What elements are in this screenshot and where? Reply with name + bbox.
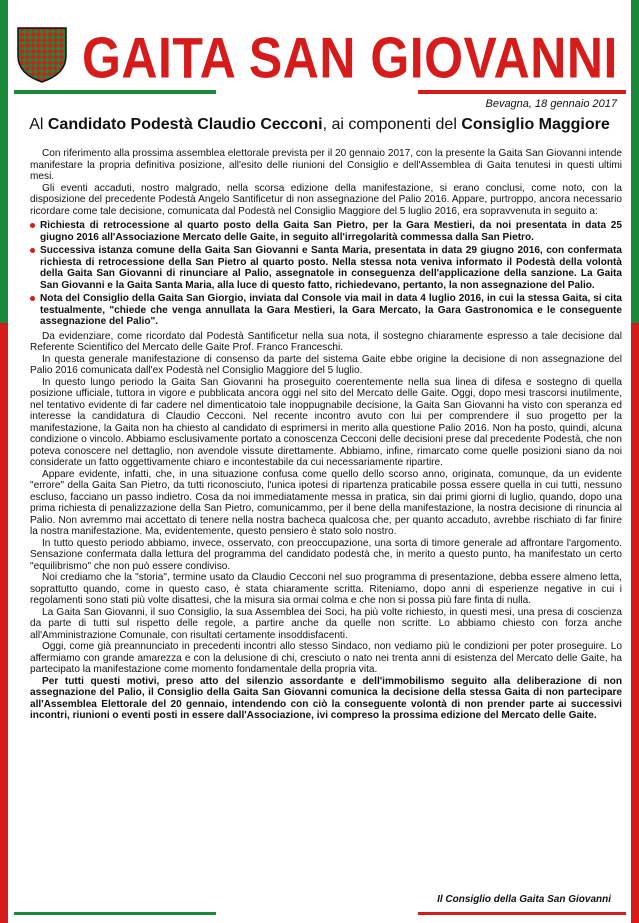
- addressee-middle: , ai componenti del: [322, 116, 462, 133]
- list-item: Successiva istanza comune della Gaita San Giovanni e Santa Maria, presentata in data 29 giugno 2016, con confermata richiesta di retrocessione della San Pietro al quarto posto. Nella stessa nota veniva informato il Podestà della volontà della Gaita San Giovanni di rinunciare al Palio, assegnatole in conseguenza dell'applicazione della sanzione. La Gaita San Giovanni e la Gaita Santa Maria, alla luce di questo fatto, richiedevano, pertanto, la non assegnazione del Palio.: [30, 245, 622, 291]
- header: [14, 22, 626, 92]
- request-list: [30, 220, 622, 328]
- left-border: [0, 0, 8, 923]
- signature: Il Consiglio della Gaita San Giovanni: [437, 894, 611, 905]
- letter-body: [30, 148, 622, 722]
- paragraph: Noi crediamo che la "storia", termine usato da Claudio Cecconi nel suo programma di presentazione, debba essere almeno letta, soprattutto quando, come in questo caso, è stata chiaramente scritta. Riteniamo, dopo anni di esperienze negative in cui i regolamenti sono stati più volte disattesi, che la misura sia ormai colma e che non si possa più fare finta di nulla.: [30, 572, 622, 606]
- list-item: Nota del Consiglio della Gaita San Giorgio, inviata dal Console via mail in data 4 luglio 2016, in cui la stessa Gaita, si cita testualmente, "chiede che venga annullata la Gara Mestieri, la Gara Mercato, la Gara Gastronomica e le conseguente assegnazione del Palio".: [30, 293, 622, 328]
- letter-date: Bevagna, 18 gennaio 2017: [485, 98, 617, 110]
- paragraph: La Gaita San Giovanni, il suo Consiglio, la sua Assemblea dei Soci, ha più volte richiesto, in questi mesi, una presa di coscienza da parte di tutti sul rispetto delle regole, a partire anche da quelle non scritte. Lo abbiamo chiesto con forza anche all'Amministrazione Comunale, con risultati certamente insoddisfacenti.: [30, 606, 622, 641]
- paragraph: In questa generale manifestazione di consenso da parte del sistema Gaite ebbe origine la decisione di non assegnazione del Palio 2016 comunicata dall'ex Podestà nel Consiglio Maggiore del 5 luglio.: [30, 353, 622, 376]
- addressee-council: Consiglio Maggiore: [461, 116, 610, 133]
- paragraph: In questo lungo periodo la Gaita San Giovanni ha proseguito coerentemente nella sua linea di difesa e sostegno di quella posizione ufficiale, tuttora in vigore e pubblicata ancora oggi nel sito del Mercato delle Gaite. Oggi, dopo mesi trascorsi inutilmente, nel tentativo evidente di far cadere nel dimenticatoio tale inoppugnabile decisione, la Gaita San Giovanni ha visto con speranza ed interesse la candidatura di Claudio Cecconi. Nel recente incontro avuto con lui per comprendere il suo progetto per la manifestazione, la Gaita non ha chiesto al candidato di esprimersi in merito alla questione Palio 2016. Non ha posto, quindi, alcuna condizione o vincolo. Abbiamo esclusivamente portato a conoscenza Cecconi delle decisioni prese dal precedente Podestà, che non poteva conoscere nel dettaglio, non avendole vissute direttamente. Abbiamo, infine, rimarcato come quelle posizioni siano da noi considerate un fatto oggettivamente chiaro e incontestabile da cui necessariamente ripartire.: [30, 376, 622, 468]
- addressee-candidate: Candidato Podestà Claudio Cecconi: [47, 116, 323, 133]
- addressee-prefix: Al: [29, 116, 48, 133]
- letter-addressee: [0, 115, 639, 135]
- page-title: GAITA SAN GIOVANNI: [82, 25, 618, 91]
- paragraph: Gli eventi accaduti, nostro malgrado, nella scorsa edizione della manifestazione, si erano conclusi, come noto, con la disposizione del precedente Podestà Angelo Santificetur di non assegnazione del Palio 2016. Appare, purtroppo, ancora necessario ricordare come tale decisione, comunicata dal Podestà nel Consiglio Maggiore del 5 luglio 2016, era sopravvenuta in seguito a:: [30, 182, 622, 217]
- top-divider: [14, 90, 626, 94]
- bottom-divider: [14, 912, 626, 915]
- closing-paragraph: Per tutti questi motivi, preso atto del silenzio assordante e dell'immobilismo seguito alla deliberazione di non assegnazione del Palio, il Consiglio della Gaita San Giovanni comunica la decisione della stessa Gaita di non partecipare all'Assemblea Elettorale del 20 gennaio, intendendo con ciò la conseguente volontà di non prender parte ai successivi incontri, riunioni o eventi posti in essere dall'Associazione, ivi compreso la prossima edizione del Mercato delle Gaite.: [30, 675, 622, 721]
- gaita-shield-icon: [16, 26, 68, 84]
- right-border: [631, 0, 639, 923]
- paragraph: Con riferimento alla prossima assemblea elettorale prevista per il 20 gennaio 2017, con la presente la Gaita San Giovanni intende manifestare la propria definitiva posizione, all'esito delle riunioni del Consiglio e dell'Assemblea di Gaita tenutesi in questi ultimi mesi.: [30, 148, 622, 182]
- paragraph: In tutto questo periodo abbiamo, invece, osservato, con preoccupazione, una sorta di timore generale ad affrontare l'argomento. Sensazione confermata dalla lettura del programma del candidato podestà che, in merito a questo punto, ha manifestato un certo "equilibrismo" che non può essere condiviso.: [30, 537, 622, 572]
- list-item: Richiesta di retrocessione al quarto posto della Gaita San Pietro, per la Gara Mestieri, da noi presentata in data 25 giugno 2016 all'Associazione Mercato delle Gaite, in seguito all'irregolarità commessa dalla San Pietro.: [30, 220, 622, 243]
- paragraph: Appare evidente, infatti, che, in una situazione confusa come quello dello scorso anno, originata, comunque, da un evidente "errore" della Gaita San Pietro, da tutti riconosciuto, l'unica ipotesi di ripartenza praticabile possa essere quella in cui tutti, nessuno escluso, facciano un passo indietro. Cosa da noi immediatamente messa in pratica, sin dai primi giorni di luglio, quando, dopo una prima richiesta di penalizzazione della San Pietro, comunicammo, per il bene della manifestazione, la nostra decisione di rinuncia al Palio. Non avremmo mai accettato di tenere nella nostra bacheca qualcosa che, per quanto accaduto, avrebbe rischiato di far finire la nostra manifestazione. Ma, evidentemente, questo pensiero è stato solo nostro.: [30, 468, 622, 537]
- paragraph: Da evidenziare, come ricordato dal Podestà Santificetur nella sua nota, il sostegno chiaramente espresso a tale decisione dal Referente Scientifico del Mercato delle Gaite Prof. Franco Franceschi.: [30, 330, 622, 353]
- paragraph: Oggi, come già preannunciato in precedenti incontri allo stesso Sindaco, non vediamo più le condizioni per poter proseguire. Lo affermiamo con grande amarezza e con la delusione di chi, cresciuto o nato nei trenta anni di esistenza del Mercato delle Gaite, ha partecipato la manifestazione come momento fondamentale della propria vita.: [30, 641, 622, 675]
